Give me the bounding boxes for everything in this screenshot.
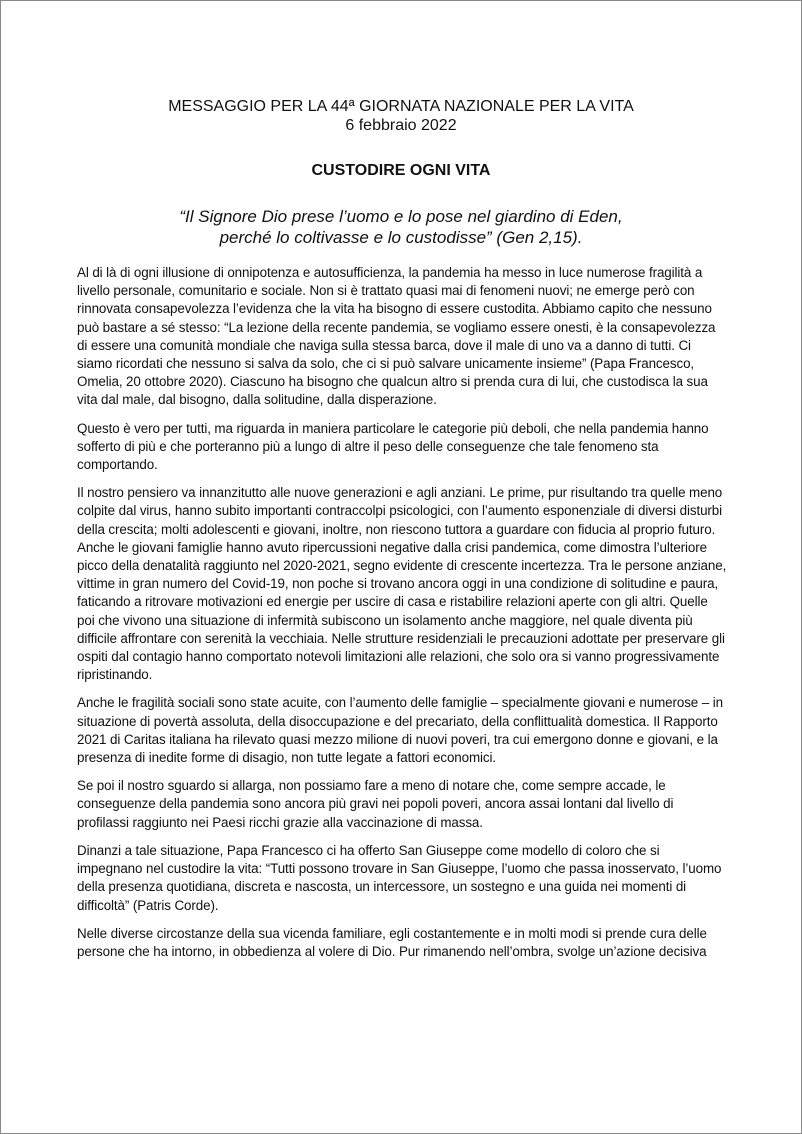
document-body <box>77 264 727 971</box>
quote-line-1: “Il Signore Dio prese l’uomo e lo pose nel giardino di Eden, <box>179 207 623 226</box>
header-date: 6 febbraio 2022 <box>345 117 457 134</box>
body-paragraph: Il nostro pensiero va innanzitutto alle nuove generazioni e agli anziani. Le prime, pur risultando tra quelle meno colpite dal virus, hanno subito importanti contraccolpi psicologici, con l’aumento esponenziale di diversi disturbi della crescita; molti adolescenti e giovani, inoltre, non riescono tuttora a guardare con fiducia al proprio futuro. Anche le giovani famiglie hanno avuto ripercussioni negative dalla crisi pandemica, come dimostra l’ulteriore picco della denatalità raggiunto nel 2020-2021, segno evidente di crescente incertezza. Tra le persone anziane, vittime in gran numero del Covid-19, non poche si trovano ancora oggi in una condizione di solitudine e paura, faticando a ritrovare motivazioni ed energie per uscire di casa e ristabilire relazioni aperte con gli altri. Quelle poi che vivono una situazione di infermità subiscono un isolamento anche maggiore, nel quale diventa più difficile affrontare con serenità la vecchiaia. Nelle strutture residenziali le precauzioni adottate per preservare gli ospiti dal contagio hanno comportato notevoli limitazioni alle relazioni, che solo ora si vanno progressivamente ripristinando. <box>77 485 727 683</box>
epigraph-quote <box>1 206 801 248</box>
body-paragraph: Se poi il nostro sguardo si allarga, non possiamo fare a meno di notare che, come sempre accade, le conseguenze della pandemia sono ancora più gravi nei popoli poveri, ancora assai lontani dal livello di profilassi raggiunto nei Paesi ricchi grazie alla vaccinazione di massa. <box>77 778 674 830</box>
body-paragraph: Al di là di ogni illusione di onnipotenza e autosufficienza, la pandemia ha messo in luce numerose fragilità a livello personale, comunitario e sociale. Non si è trattato quasi mai di fenomeni nuovi; ne emerge però con rinnovata consapevolezza l’evidenza che la vita ha bisogno di essere custodita. Abbiamo capito che nessuno può bastare a sé stesso: “La lezione della recente pandemia, se vogliamo essere onesti, è la consapevolezza di essere una comunità mondiale che naviga sulla stessa barca, dove il male di uno va a danno di tutti. Ci siamo ricordati che nessuno si salva da solo, che ci si può salvare unicamente insieme” (Papa Francesco, Omelia, 20 ottobre 2020). Ciascuno ha bisogno che qualcun altro si prenda cura di lui, che custodisca la sua vita dal male, dal bisogno, dalla solitudine, dalla disperazione. <box>77 265 716 408</box>
body-paragraph: Nelle diverse circostanze della sua vicenda familiare, egli costantemente e in molti modi si prende cura delle persone che ha intorno, in obbedienza al volere di Dio. Pur rimanendo nell’ombra, svolge un’azione decisiva <box>77 925 707 959</box>
body-paragraph: Anche le fragilità sociali sono state acuite, con l’aumento delle famiglie – specialmente giovani e numerose – in situazione di povertà assoluta, della disoccupazione e del precariato, della conflittualità domestica. Il Rapporto 2021 di Caritas italiana ha rilevato quasi mezzo milione di nuovi poveri, tra cui emergono donne e giovani, e la presenza di inedite forme di disagio, non tutte legate a fattori economici. <box>77 695 723 766</box>
body-paragraph: Dinanzi a tale situazione, Papa Francesco ci ha offerto San Giuseppe come modello di coloro che si impegnano nel custodire la vita: “Tutti possono trovare in San Giuseppe, l’uomo che passa inosservato, l’uomo della presenza quotidiana, discreta e nascosta, un intercessore, un sostegno e una guida nei momenti di difficoltà” (Patris Corde). <box>77 842 722 913</box>
message-header <box>1 97 801 135</box>
quote-line-2: perché lo coltivasse e lo custodisse” (Gen 2,15). <box>219 228 583 247</box>
header-line-1: MESSAGGIO PER LA 44ª GIORNATA NAZIONALE PER LA VITA <box>168 98 634 115</box>
document-title: CUSTODIRE OGNI VITA <box>311 162 491 179</box>
body-paragraph: Questo è vero per tutti, ma riguarda in maniera particolare le categorie più deboli, che nella pandemia hanno sofferto di più e che porteranno più a lungo di altre il peso delle conseguenze che tale fenomeno sta comportando. <box>77 420 709 473</box>
